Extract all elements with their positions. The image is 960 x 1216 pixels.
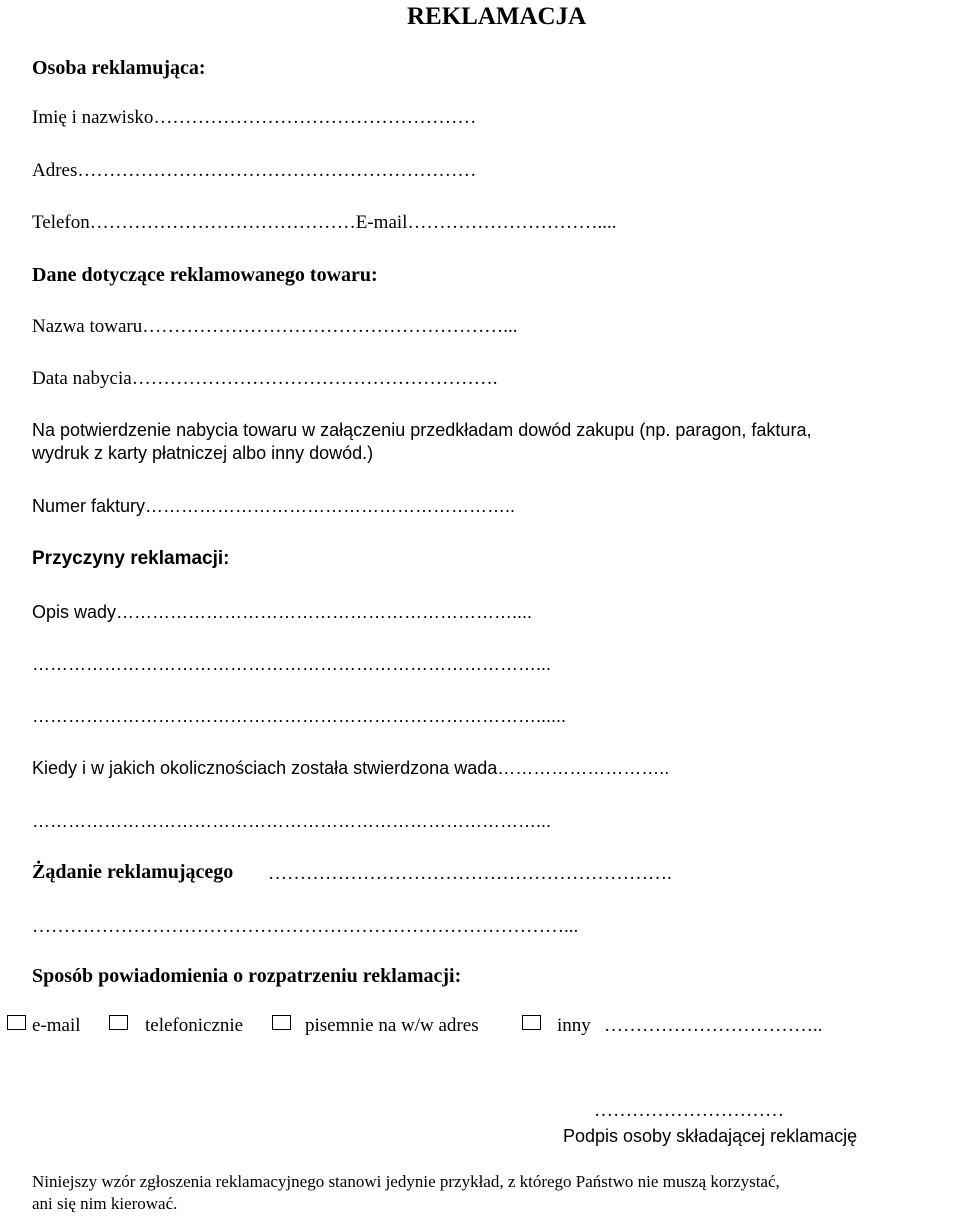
proof-of-purchase-text-cont: wydruk z karty płatniczej albo inny dowód.) <box>32 443 374 463</box>
signature-label: Podpis osoby składającej reklamację <box>563 1126 858 1146</box>
demand-heading: Żądanie reklamującego <box>32 861 234 883</box>
footer-note-cont: ani się nim kierować. <box>32 1194 178 1213</box>
phone-email-field-line: Telefon……………………………………E-mail………………………….... <box>32 212 617 233</box>
email-option-label: e-mail <box>32 1015 81 1036</box>
invoice-number-field-line: Numer faktury…………………………………………………….. <box>32 496 516 516</box>
defect-description-continuation-2: …………………………………………………………………………...... <box>32 706 567 726</box>
other-checkbox[interactable] <box>522 1015 541 1030</box>
notification-heading: Sposób powiadomienia o rozpatrzeniu reklamacji: <box>32 965 462 987</box>
demand-continuation: …………………………………………………………………………... <box>32 916 579 937</box>
defect-circumstances-field-line: Kiedy i w jakich okolicznościach została stwierdzona wada……………………….. <box>32 758 670 778</box>
letter-checkbox[interactable] <box>272 1015 291 1030</box>
phone-option-label: telefonicznie <box>145 1015 244 1036</box>
defect-circumstances-continuation: …………………………………………………………………………... <box>32 811 552 831</box>
other-option-field-line: …………………………….. <box>604 1015 823 1036</box>
letter-option-label: pisemnie na w/w adres <box>305 1015 479 1036</box>
proof-of-purchase-text: Na potwierdzenie nabycia towaru w załączeniu przedkładam dowód zakupu (np. paragon, faktura, <box>32 420 812 440</box>
address-field-line: Adres……………………………………………………… <box>32 160 477 181</box>
product-name-field-line: Nazwa towaru…………………………………………………... <box>32 316 518 337</box>
defect-description-continuation-1: …………………………………………………………………………... <box>32 654 552 674</box>
demand-field-line: ………………………………………………………. <box>268 863 672 884</box>
other-option-label: inny <box>557 1015 591 1036</box>
name-field-line: Imię i nazwisko…………………………………………… <box>32 107 477 128</box>
footer-note: Niniejszy wzór zgłoszenia reklamacyjnego stanowi jedynie przykład, z którego Państwo nie muszą korzystać, <box>32 1172 780 1191</box>
reasons-heading: Przyczyny reklamacji: <box>32 548 230 569</box>
claimant-heading: Osoba reklamująca: <box>32 57 206 79</box>
form-title: REKLAMACJA <box>407 3 587 30</box>
product-heading: Dane dotyczące reklamowanego towaru: <box>32 264 378 286</box>
defect-description-field-line: Opis wady………………………………………………………….... <box>32 602 533 622</box>
purchase-date-field-line: Data nabycia…………………………………………………. <box>32 368 498 389</box>
phone-checkbox[interactable] <box>109 1015 128 1030</box>
signature-line: ………………………… <box>594 1100 784 1121</box>
email-checkbox[interactable] <box>7 1015 26 1030</box>
